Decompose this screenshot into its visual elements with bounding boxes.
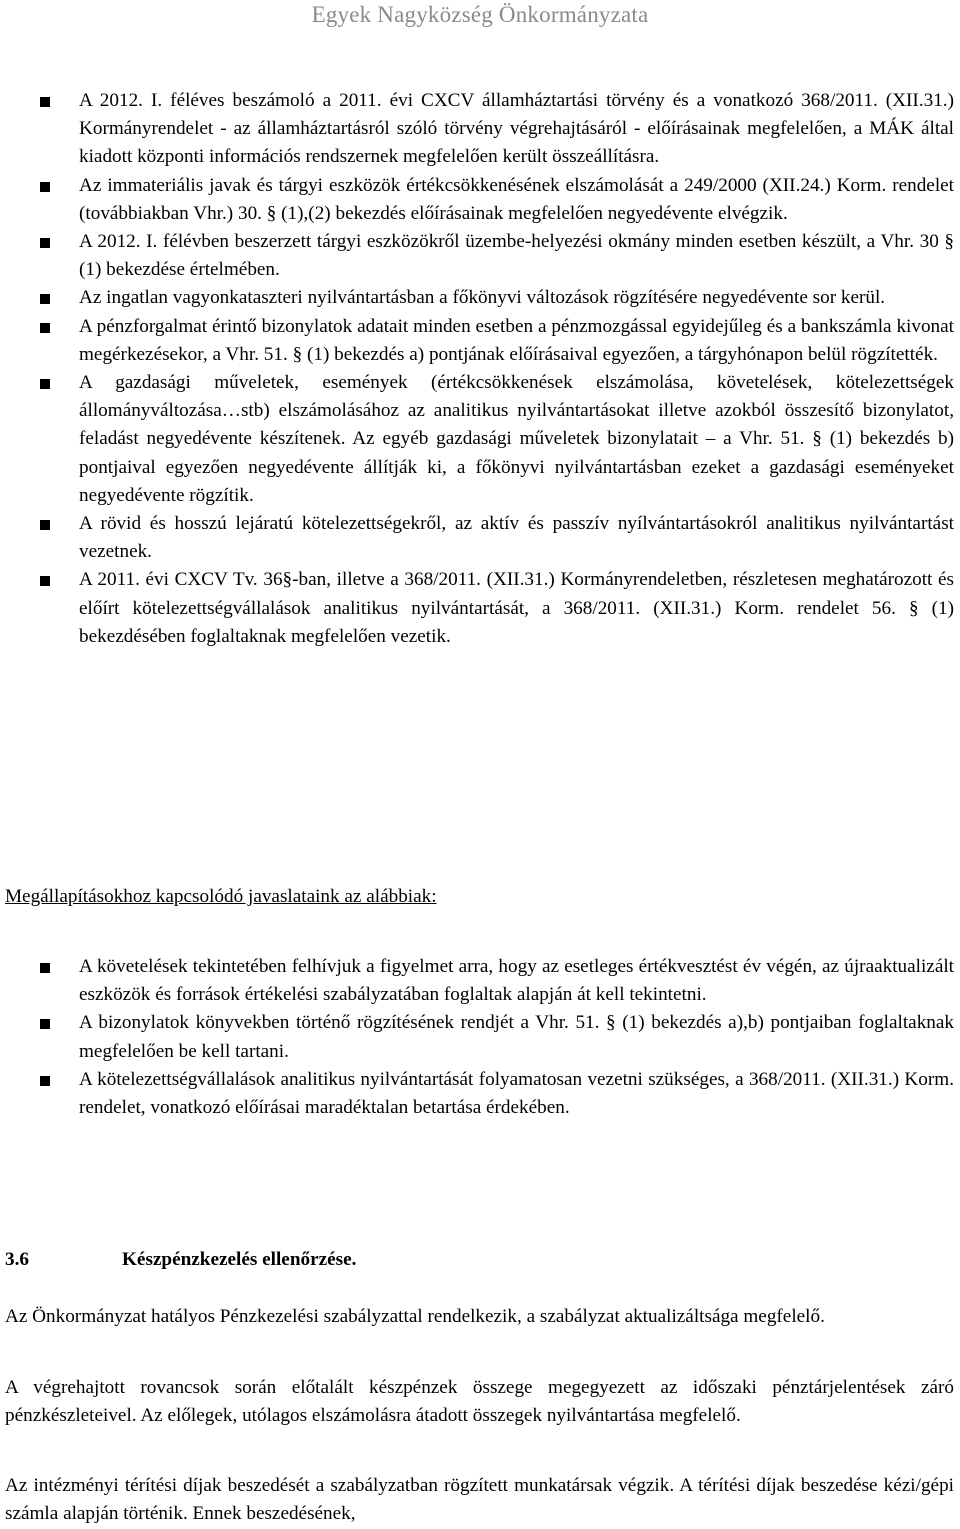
square-bullet-icon [40, 323, 50, 333]
list-item-text: A kötelezettségvállalások analitikus nyilvántartását folyamatosan vezetni szükséges, a 368/2011. (XII.31.) Korm. rendelet, vonatkozó előírásai maradéktalan betartása érdekében. [79, 1068, 954, 1119]
proposals-list [0, 953, 960, 1122]
square-bullet-icon [40, 1019, 50, 1029]
section-number: 3.6 [5, 1249, 29, 1270]
section-heading [5, 1246, 356, 1274]
list-item [0, 228, 960, 284]
square-bullet-icon [40, 294, 50, 304]
body-paragraph: Az Önkormányzat hatályos Pénzkezelési szabályzattal rendelkezik, a szabályzat aktualizáltsága megfelelő. [5, 1306, 825, 1327]
findings-list [0, 87, 960, 651]
section-title: Készpénzkezelés ellenőrzése. [122, 1249, 357, 1270]
body-paragraph: A végrehajtott rovancsok során előtalált készpénzek összege megegyezett az időszaki pénztárjelentések záró pénzkészleteivel. Az előlegek, utólagos elszámolásra átadott összegek nyilvántartása megfelelő. [5, 1377, 954, 1426]
list-item [0, 172, 960, 228]
list-item-text: A 2012. I. félévben beszerzett tárgyi eszközökről üzembe-helyezési okmány minden esetben készült, a Vhr. 30 § (1) bekezdése értelmében. [79, 231, 954, 281]
list-item-text: Az ingatlan vagyonkataszteri nyilvántartásban a főkönyvi változások rögzítésére negyedévente sor kerül. [79, 287, 886, 309]
list-item [0, 313, 960, 369]
square-bullet-icon [40, 97, 50, 107]
list-item [0, 1009, 960, 1065]
square-bullet-icon [40, 379, 50, 389]
page-header: Egyek Nagyközség Önkormányzata [311, 2, 649, 27]
square-bullet-icon [40, 963, 50, 973]
list-item [0, 510, 960, 566]
list-item-text: A követelések tekintetében felhívjuk a figyelmet arra, hogy az esetleges értékvesztést év végén, az újraaktualizált eszközök és források értékelési szabályzatában foglaltak alapján át kell tekintetni. [79, 956, 954, 1006]
list-item-text: A 2011. évi CXCV Tv. 36§-ban, illetve a 368/2011. (XII.31.) Kormányrendeletben, részletesen meghatározott és előírt kötelezettségvállalások analitikus nyilvántartását, a 368/2011. (XII.31.) Korm. rendelet 56. § (1) bekezdésében foglaltaknak megfelelően vezetik. [79, 569, 954, 647]
square-bullet-icon [40, 238, 50, 248]
square-bullet-icon [40, 182, 50, 192]
list-item-text: A 2012. I. féléves beszámoló a 2011. évi CXCV államháztartási törvény és a vonatkozó 368/2011. (XII.31.) Kormányrendelet - az államháztartásról szóló törvény végrehajtásáról - előírásainak megfelelően, a MÁK által kiadott központi információs rendszernek megfelelően került összeállításra. [79, 90, 954, 168]
list-item-text: A pénzforgalmat érintő bizonylatok adatait minden esetben a pénzmozgással egyidejűleg és a bankszámla kivonat megérkezésekor, a Vhr. 51. § (1) bekezdés a) pontjának előírásaival egyezően, a tárgyhónapon belül rögzítették. [79, 315, 954, 365]
square-bullet-icon [40, 520, 50, 530]
list-item [0, 1066, 960, 1122]
list-item [0, 566, 960, 651]
list-item-text: A gazdasági műveletek, események (értékcsökkenések elszámolása, követelések, kötelezettségek állományváltozása…stb) elszámolásához az analitikus nyilvántartásokat illetve azokból összesítő bizonylatot, feladást negyedévente készítenek. Az egyéb gazdasági műveletek bizonylatait – a Vhr. 51. § (1) bekezdés b) pontjaival egyezően negyedévente állítják ki, a főkönyvi nyilvántartásban ezeket a gazdasági eseményeket negyedévente rögzítik. [79, 372, 954, 506]
list-item [0, 284, 960, 312]
list-item-text: A rövid és hosszú lejáratú kötelezettségekről, az aktív és passzív nyílvántartásokról analitikus nyilvántartást vezetnek. [79, 513, 954, 563]
proposals-heading: Megállapításokhoz kapcsolódó javaslataink az alábbiak: [5, 886, 437, 907]
body-paragraph: Az intézményi térítési díjak beszedését a szabályzatban rögzített munkatársak végzik. A térítési díjak beszedése kézi/gépi számla alapján történik. Ennek beszedésének, [5, 1475, 954, 1524]
square-bullet-icon [40, 1076, 50, 1086]
list-item [0, 953, 960, 1009]
list-item [0, 87, 960, 172]
list-item [0, 369, 960, 510]
list-item-text: Az immateriális javak és tárgyi eszközök értékcsökkenésének elszámolását a 249/2000 (XII.24.) Korm. rendelet (továbbiakban Vhr.) 30. § (1),(2) bekezdés előírásainak megfelelően negyedévente elvégzik. [79, 174, 954, 224]
list-item-text: A bizonylatok könyvekben történő rögzítésének rendjét a Vhr. 51. § (1) bekezdés a),b) pontjaiban foglaltaknak megfelelően be kell tartani. [79, 1012, 954, 1062]
square-bullet-icon [40, 576, 50, 586]
